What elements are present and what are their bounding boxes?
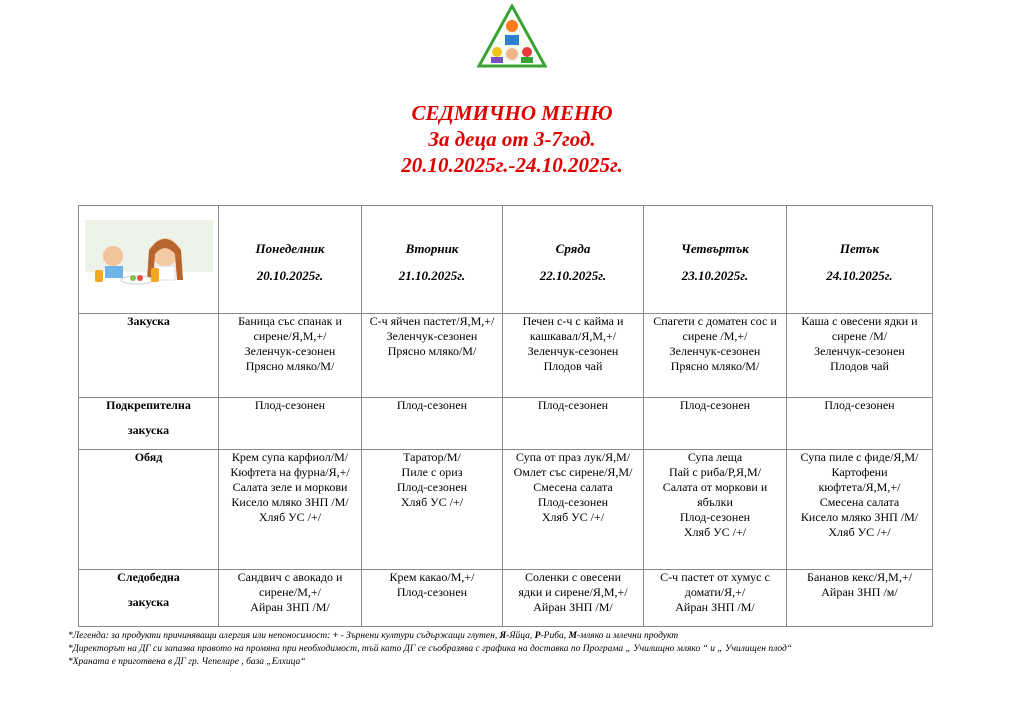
dish-line: Спагети с доматен сос и <box>653 314 777 328</box>
dish-line: Таратор/М/ <box>403 450 461 464</box>
children-eating-photo <box>85 220 213 300</box>
dish-line: Айран ЗНП /М/ <box>675 600 755 614</box>
menu-cell <box>219 450 362 570</box>
dish-line: сирене /М/ <box>831 329 888 343</box>
day-date: 24.10.2025г. <box>826 267 893 283</box>
meal-label <box>79 314 219 398</box>
dish-line: Зеленчук-сезонен <box>244 344 336 358</box>
dish-line: Прясно мляко/М/ <box>670 359 760 373</box>
legend-egg-text: -Яйца, <box>506 631 533 641</box>
meal-label-line: закуска <box>127 423 170 437</box>
legend-milk-text: -мляко и млечни продукт <box>576 631 679 641</box>
day-date: 23.10.2025г. <box>681 267 749 283</box>
dish-line: Супа леща <box>687 450 743 464</box>
day-date: 21.10.2025г. <box>398 267 466 283</box>
day-name: Четвъртък <box>681 240 749 256</box>
dish-line: Пай с риба/Р,Я,М/ <box>668 465 762 479</box>
legend-fish: Р <box>534 631 541 641</box>
menu-cell <box>219 398 362 450</box>
dish-line: Крем какао/М,+/ <box>389 570 475 584</box>
day-header-thu <box>644 206 787 314</box>
dish-line: Печен с-ч с кайма и <box>522 314 624 328</box>
menu-cell <box>503 450 644 570</box>
meal-row-afternoon-snack <box>79 570 933 627</box>
meal-label <box>79 450 219 570</box>
dish-line: Плод-сезонен <box>396 480 468 494</box>
menu-cell <box>503 570 644 627</box>
day-name: Сряда <box>555 240 591 256</box>
meal-label <box>79 570 219 627</box>
day-header-tue <box>362 206 503 314</box>
dish-line: Омлет със сирене/Я,М/ <box>513 465 633 479</box>
dish-line: Пиле с ориз <box>401 465 463 479</box>
legend-plus-text: - Зърнени култури съдържащи глутен, <box>338 631 498 641</box>
dish-line: Соленки с овесени <box>524 570 622 584</box>
menu-cell <box>644 314 787 398</box>
legend-prefix: *Легенда: за продукти причиняващи алергия или непоносимост: <box>68 631 331 641</box>
menu-cell <box>787 570 933 627</box>
dish-line: сирене /М,+/ <box>682 329 748 343</box>
kitchen-note: *Храната е приготвена в ДГ гр. Чепеларе , база „Елхица“ <box>68 657 306 667</box>
menu-cell <box>787 314 933 398</box>
dish-line: домати/Я,+/ <box>684 585 746 599</box>
dish-line: Хляб УС /+/ <box>541 510 605 524</box>
dish-line: Салата от моркови и <box>662 480 768 494</box>
day-header-mon <box>219 206 362 314</box>
day-header-fri <box>787 206 933 314</box>
dish-line: сирене/М,+/ <box>259 585 321 599</box>
dish-line: кашкавал/Я,М,+/ <box>529 329 617 343</box>
dish-line: Плодов чай <box>543 359 603 373</box>
dish-line: Кюфтета на фурна/Я,+/ <box>230 465 350 479</box>
weekly-menu-table <box>78 205 933 627</box>
meal-label-line: Следобедна <box>117 570 180 584</box>
meal-row-snack <box>79 398 933 450</box>
menu-cell <box>787 450 933 570</box>
dish-line: Баница със спанак и <box>238 314 342 328</box>
header-row <box>79 206 933 314</box>
meal-label-line: Закуска <box>127 314 170 328</box>
day-date: 20.10.2025г. <box>256 267 324 283</box>
dish-line: С-ч пастет от хумус с <box>660 570 770 584</box>
dish-line: Супа пиле с фиде/Я,М/ <box>800 450 919 464</box>
dish-line: Прясно мляко/М/ <box>245 359 335 373</box>
day-name: Вторник <box>405 240 459 256</box>
day-date: 22.10.2025г. <box>539 267 607 283</box>
dish-line: Плод-сезонен <box>396 585 468 599</box>
legend-milk: М <box>568 631 577 641</box>
dish-line: ядки и сирене/Я,М,+/ <box>518 585 628 599</box>
legend-plus: + <box>332 631 339 641</box>
dish-line: Плод-сезонен <box>824 398 895 412</box>
menu-cell <box>219 314 362 398</box>
menu-cell <box>503 398 644 450</box>
menu-cell <box>644 398 787 450</box>
dish-line: Кисело мляко ЗНП /М/ <box>800 510 919 524</box>
day-name: Понеделник <box>255 240 325 256</box>
dish-line: Зеленчук-сезонен <box>527 344 619 358</box>
meal-row-lunch <box>79 450 933 570</box>
dish-line: сирене/Я,М,+/ <box>253 329 327 343</box>
dish-line: Айран ЗНП /М/ <box>250 600 330 614</box>
dish-line: Хляб УС /+/ <box>828 525 891 539</box>
dish-line: Хляб УС /+/ <box>258 510 322 524</box>
menu-cell <box>644 570 787 627</box>
menu-cell <box>503 314 644 398</box>
dish-line: Айран ЗНП /М/ <box>533 600 613 614</box>
dish-line: Зеленчук-сезонен <box>814 344 905 358</box>
dish-line: Кисело мляко ЗНП /М/ <box>231 495 349 509</box>
photo-cell <box>79 206 219 314</box>
dish-line: С-ч яйчен пастет/Я,М,+/ <box>369 314 495 328</box>
menu-cell <box>362 450 503 570</box>
menu-title-block <box>0 100 1024 178</box>
menu-cell <box>644 450 787 570</box>
dish-line: Крем супа карфиол/М/ <box>231 450 349 464</box>
day-header-wed <box>503 206 644 314</box>
dish-line: Плод-сезонен <box>679 398 751 412</box>
dish-line: Плод-сезонен <box>537 495 609 509</box>
menu-cell <box>362 570 503 627</box>
dish-line: Плодов чай <box>830 359 889 373</box>
legend-egg: Я <box>499 631 507 641</box>
meal-label <box>79 398 219 450</box>
menu-title: СЕДМИЧНО МЕНЮ <box>411 101 613 125</box>
dish-line: Плод-сезонен <box>396 398 468 412</box>
menu-period: 20.10.2025г.-24.10.2025г. <box>401 153 623 177</box>
dish-line: Сандвич с авокадо и <box>237 570 343 584</box>
dish-line: Айран ЗНП /м/ <box>821 585 898 599</box>
dish-line: Хляб УС /+/ <box>683 525 747 539</box>
meal-row-breakfast <box>79 314 933 398</box>
legend-fish-text: -Риба, <box>540 631 567 641</box>
dish-line: кюфтета/Я,М,+/ <box>818 480 901 494</box>
director-note: *Директорът на ДГ си запазва правото на промяна при необходимост, тъй като ДГ се съобразява с графика на доставка по Програма „ Училищно мляко “ и „ Училищен плод“ <box>68 644 793 654</box>
dish-line: Зеленчук-сезонен <box>669 344 761 358</box>
kindergarten-logo <box>475 4 549 70</box>
dish-line: Прясно мляко/М/ <box>387 344 477 358</box>
dish-line: Плод-сезонен <box>254 398 326 412</box>
dish-line: Супа от праз лук/Я,М/ <box>515 450 631 464</box>
menu-cell <box>362 398 503 450</box>
dish-line: Плод-сезонен <box>679 510 751 524</box>
dish-line: Плод-сезонен <box>537 398 609 412</box>
footnotes <box>68 630 792 669</box>
menu-cell <box>362 314 503 398</box>
dish-line: Картофени <box>831 465 888 479</box>
dish-line: Бананов кекс/Я,М,+/ <box>807 570 912 584</box>
meal-label-line: Обяд <box>134 450 163 464</box>
allergen-legend <box>68 630 792 643</box>
dish-line: Смесена салата <box>819 495 900 509</box>
dish-line: Каша с овесени ядки и <box>801 314 918 328</box>
dish-line: Салата зеле и моркови <box>232 480 348 494</box>
meal-label-line: закуска <box>127 595 170 609</box>
menu-cell <box>787 398 933 450</box>
menu-subtitle: За деца от 3-7год. <box>428 127 596 151</box>
dish-line: Хляб УС /+/ <box>400 495 464 509</box>
dish-line: Смесена салата <box>533 480 613 494</box>
dish-line: Зеленчук-сезонен <box>386 329 478 343</box>
meal-label-line: Подкрепителна <box>106 398 191 412</box>
day-name: Петък <box>839 240 880 256</box>
menu-cell <box>219 570 362 627</box>
dish-line: ябълки <box>697 495 733 509</box>
